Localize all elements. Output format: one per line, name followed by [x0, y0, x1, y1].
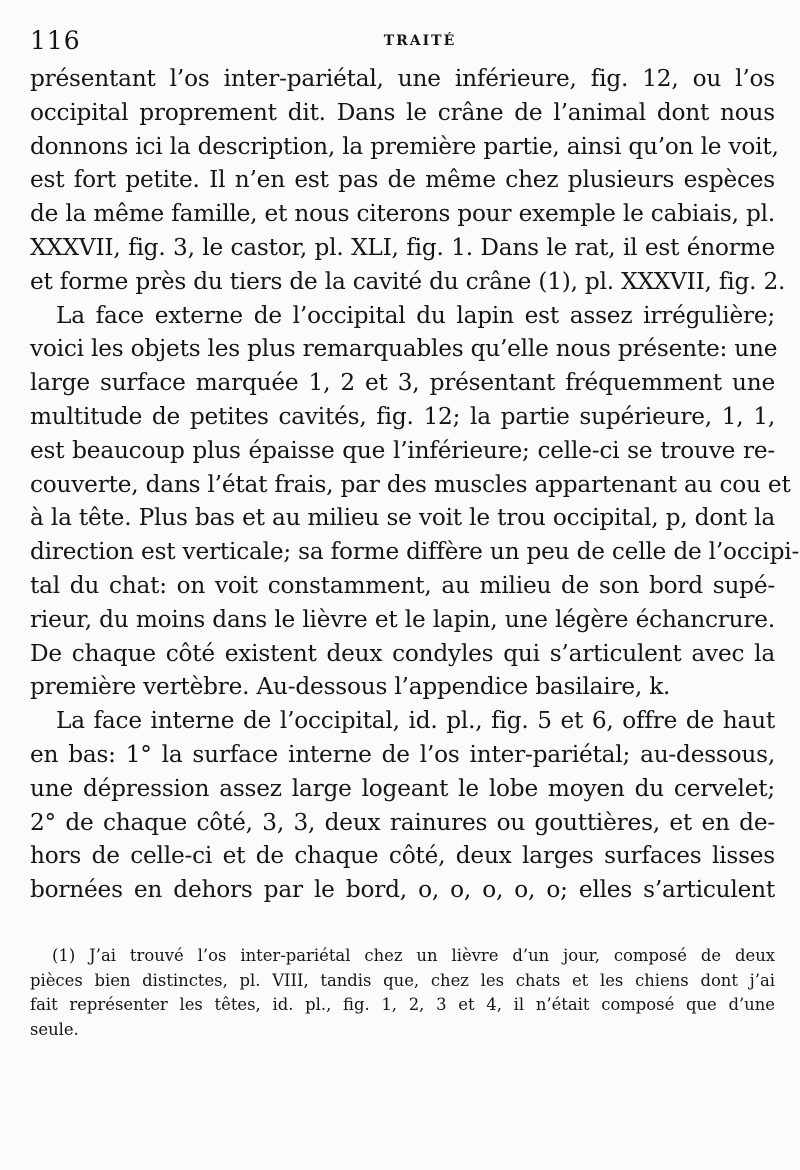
text-line: couverte, dans l’état frais, par des muscles appartenant au cou et [30, 470, 791, 498]
running-head: TRAITÉ [383, 33, 457, 49]
text-line: large surface marquée 1, 2 et 3, présentant fréquemment une [30, 369, 775, 397]
text-line: à la tête. Plus bas et au milieu se voit le trou occipital, p, dont la [30, 504, 775, 532]
text-line: 2° de chaque côté, 3, 3, deux rainures ou gouttières, et en de- [30, 808, 775, 836]
text-line: De chaque côté existent deux condyles qui s’articulent avec la [30, 639, 775, 667]
footnote-line: fait représenter les têtes, id. pl., fig. 1, 2, 3 et 4, il n’était composé que d’une [30, 995, 775, 1014]
text-line: donnons ici la description, la première partie, ainsi qu’on le voit, [30, 132, 779, 160]
text-line: et forme près du tiers de la cavité du crâne (1), pl. XXXVII, fig. 2. [30, 267, 786, 295]
page-number: 116 [30, 26, 81, 55]
text-line: est fort petite. Il n’en est pas de même chez plusieurs espèces [30, 166, 775, 194]
text-line: rieur, du moins dans le lièvre et le lapin, une légère échancrure. [30, 605, 775, 633]
text-line: est beaucoup plus épaisse que l’inférieure; celle-ci se trouve re- [30, 436, 775, 464]
text-line: une dépression assez large logeant le lobe moyen du cervelet; [30, 774, 775, 802]
text-line: première vertèbre. Au-dessous l’appendice basilaire, k. [30, 673, 671, 701]
text-line: XXXVII, fig. 3, le castor, pl. XLI, fig. 1. Dans le rat, il est énorme [30, 233, 775, 261]
text-line: direction est verticale; sa forme diffère un peu de celle de l’occipi- [30, 538, 800, 566]
text-line: La face interne de l’occipital, id. pl., fig. 5 et 6, offre de haut [56, 707, 775, 735]
footnote-line: (1) J’ai trouvé l’os inter-pariétal chez un lièvre d’un jour, composé de deux [52, 946, 775, 965]
text-line: de la même famille, et nous citerons pour exemple le cabiais, pl. [30, 200, 775, 228]
text-line: voici les objets les plus remarquables qu’elle nous présente: une [30, 335, 778, 363]
footnote-line: seule. [30, 1019, 79, 1039]
footnote-line: pièces bien distinctes, pl. VIII, tandis que, chez les chats et les chiens dont j’ai [30, 970, 775, 990]
body-text [30, 62, 800, 907]
text-line: hors de celle-ci et de chaque côté, deux larges surfaces lisses [30, 842, 775, 870]
text-line: présentant l’os inter-pariétal, une inférieure, fig. 12, ou l’os [30, 65, 775, 92]
text-line: La face externe de l’occipital du lapin est assez irrégulière; [56, 301, 775, 329]
text-line: en bas: 1° la surface interne de l’os inter-pariétal; au-dessous, [30, 740, 775, 768]
text-line: bornées en dehors par le bord, o, o, o, o, o; elles s’articulent [30, 876, 775, 904]
text-line: occipital proprement dit. Dans le crâne de l’animal dont nous [30, 98, 775, 126]
text-line: multitude de petites cavités, fig. 12; la partie supérieure, 1, 1, [30, 402, 775, 430]
text-line: tal du chat: on voit constamment, au milieu de son bord supé- [30, 571, 775, 599]
footnote [30, 944, 775, 1042]
page-header [30, 26, 770, 56]
